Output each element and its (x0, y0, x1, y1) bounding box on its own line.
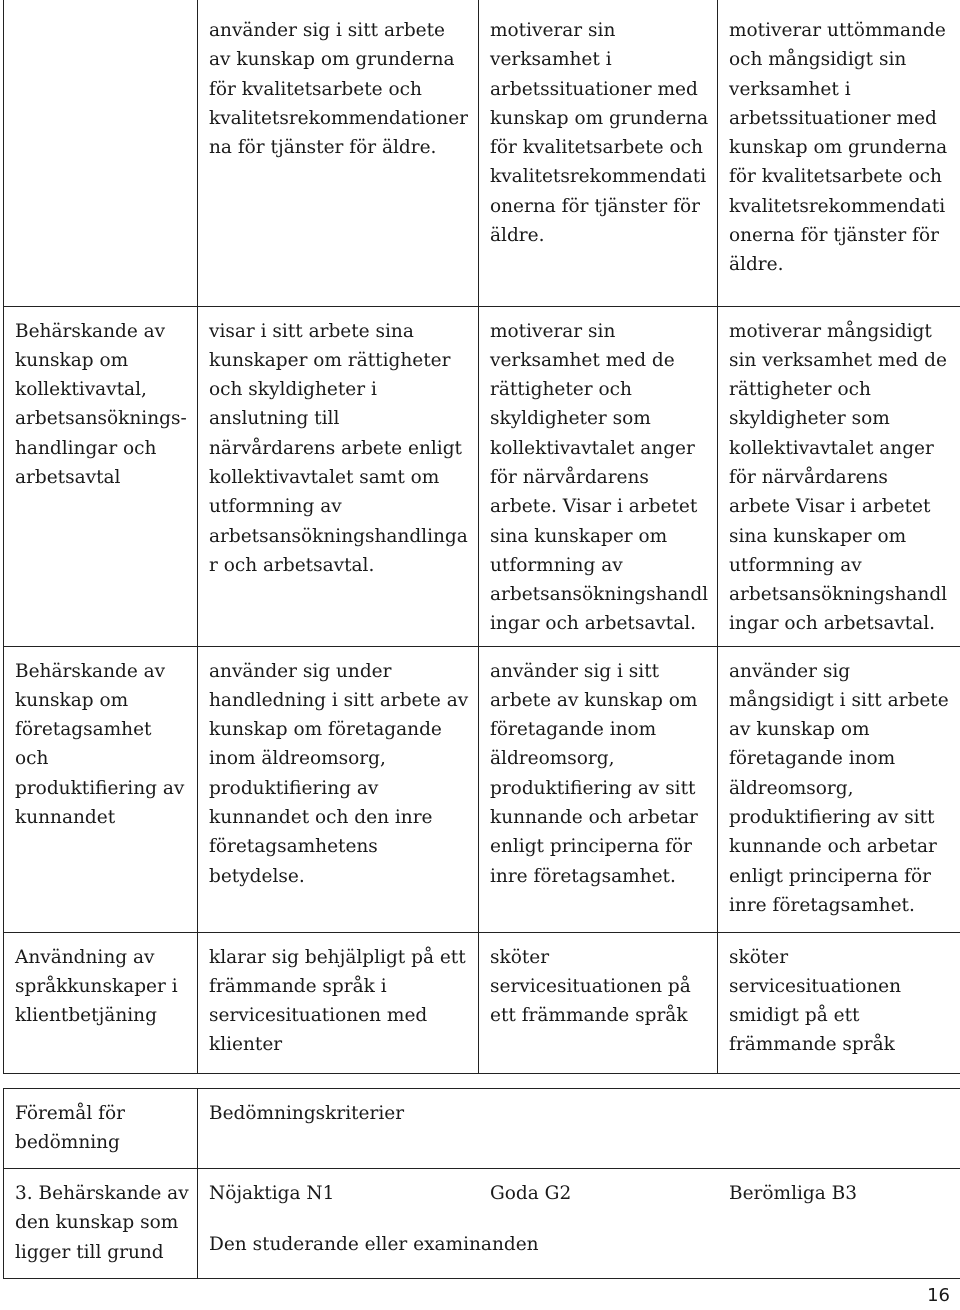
criteria-header-cell (198, 1089, 960, 1169)
page-number: 16 (927, 1285, 950, 1306)
subject-header: Föremål för bedömning (15, 1103, 125, 1154)
n1-cell (198, 932, 479, 1073)
b3-text: motiverar mångsidigt sin verksamhet med de rättigheter och skyldigheter som kollektivavtalet anger för närvårdarens arbete Visar i arbetet sina kunskaper om utformning av arbetsansökningshandlingar och arbetsavtal. (729, 320, 948, 635)
subject-header-cell (4, 1089, 198, 1169)
assessment-criteria-table (3, 1088, 960, 1279)
n1-text: visar i sitt arbete sina kunskaper om rättigheter och skyldigheter i anslutning till närvårdarens arbete enligt kollektivavtalet samt om utformning av arbetsansökningshandlingar och arbetsavtal. (209, 320, 468, 576)
table-row (4, 1169, 960, 1279)
b3-cell (718, 0, 960, 306)
criteria-header: Bedömningskriterier (209, 1103, 405, 1124)
n1-cell (198, 306, 479, 646)
n1-text: använder sig i sitt arbete av kunskap om grunderna för kvalitetsarbete och kvalitetsrekommendationerna för tjänster för äldre. (209, 20, 468, 159)
b3-text: sköter servicesituationen smidigt på ett främmande språk (729, 946, 902, 1056)
subject-cell (4, 932, 198, 1073)
n1-text: klarar sig behjälpligt på ett främmande språk i servicesituationen med klienter (209, 946, 466, 1056)
subject-text: Behärskande av kunskap om kollektivavtal, arbetsansöknings-handlingar och arbetsavtal (15, 320, 187, 488)
grade-b3-label: Berömliga B3 (729, 1183, 858, 1204)
grade-labels-row (209, 1179, 952, 1208)
b3-cell (718, 932, 960, 1073)
subject-text: Användning av språkkunskaper i klientbetjäning (15, 946, 178, 1027)
g2-text: motiverar sin verksamhet i arbetssituationer med kunskap om grunderna för kvalitetsarbete och kvalitetsrekommendationerna för tjänster för äldre. (490, 20, 709, 247)
g2-cell (479, 932, 718, 1073)
g2-text: använder sig i sitt arbete av kunskap om företagande inom äldreomsorg, produktifiering av sitt kunnande och arbetar enligt principerna för inre företagsamhet. (490, 660, 698, 887)
table-row (4, 306, 960, 646)
subject-cell (4, 1169, 198, 1279)
table-header-row (4, 1089, 960, 1169)
g2-text: motiverar sin verksamhet med de rättigheter och skyldigheter som kollektivavtalet anger för närvårdarens arbete. Visar i arbetet sina kunskaper om utformning av arbetsansökningshandlingar och arbetsavtal. (490, 320, 709, 635)
b3-text: motiverar uttömmande och mångsidigt sin verksamhet i arbetssituationer med kunskap om grunderna för kvalitetsarbete och kvalitetsrekommendationerna för tjänster för äldre. (729, 20, 948, 276)
grade-g2-label: Goda G2 (490, 1183, 572, 1204)
b3-cell (718, 646, 960, 932)
subject-cell (4, 0, 198, 306)
subject-text: 3. Behärskande av den kunskap som ligger till grund (15, 1183, 189, 1263)
g2-cell (479, 0, 718, 306)
g2-cell (479, 646, 718, 932)
grades-cell (198, 1169, 960, 1279)
table-row (4, 646, 960, 932)
n1-cell (198, 0, 479, 306)
grade-n1-label: Nöjaktiga N1 (209, 1183, 335, 1204)
b3-text: använder sig mångsidigt i sitt arbete av kunskap om företagande inom äldreomsorg, produktifiering av sitt kunnande och arbetar enligt principerna för inre företagsamhet. (729, 660, 949, 916)
subject-cell (4, 646, 198, 932)
n1-cell (198, 646, 479, 932)
subject-cell (4, 306, 198, 646)
g2-cell (479, 306, 718, 646)
subject-line: Den studerande eller examinanden (209, 1234, 539, 1256)
n1-text: använder sig under handledning i sitt arbete av kunskap om företagande inom äldreomsorg, produktifiering av kunnandet och den inre företagsamhetens betydelse. (209, 660, 469, 887)
table-row (4, 0, 960, 306)
criteria-table-continued (3, 0, 960, 1074)
subject-text: Behärskande av kunskap om företagsamhet och produktifiering av kunnandet (15, 660, 185, 828)
table-row (4, 932, 960, 1073)
g2-text: sköter servicesituationen på ett främmande språk (490, 946, 691, 1027)
b3-cell (718, 306, 960, 646)
